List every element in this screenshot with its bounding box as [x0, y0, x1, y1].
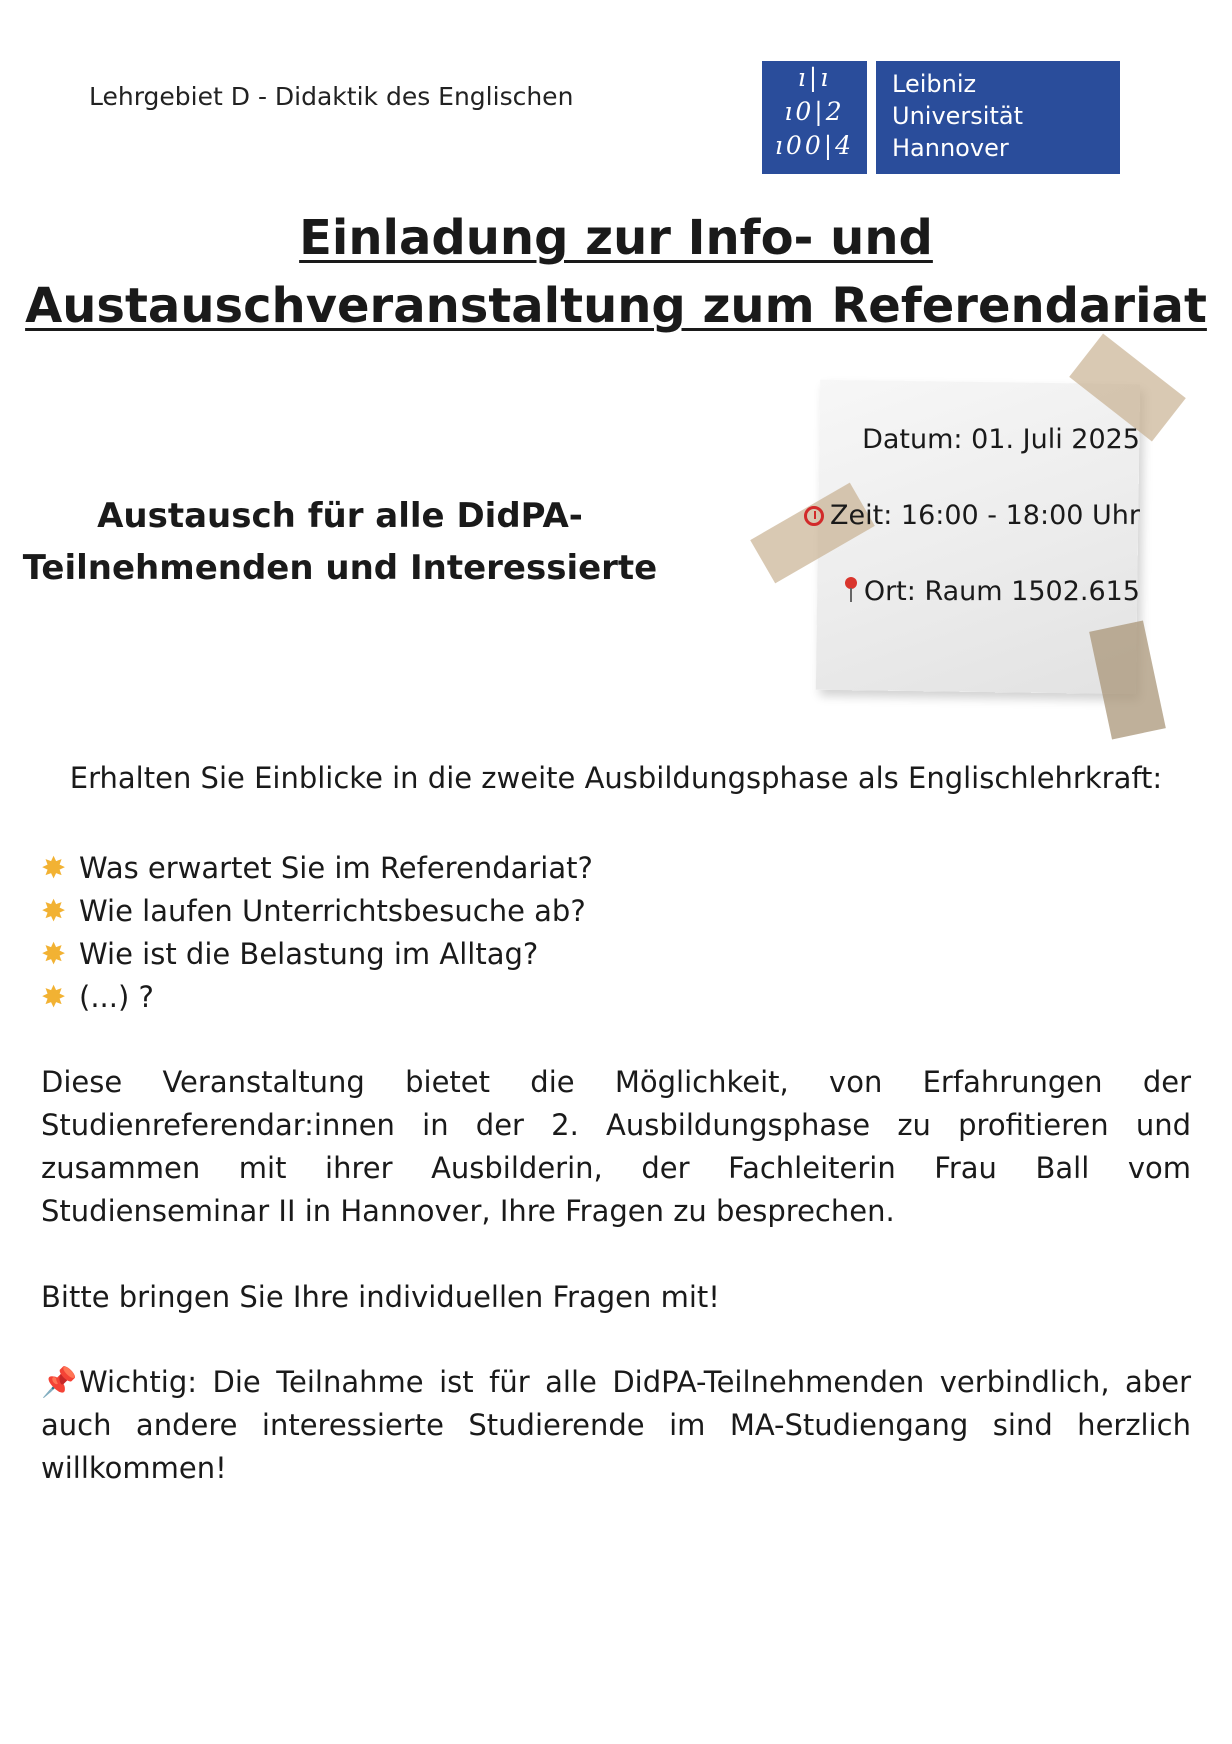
event-place-text: Ort: Raum 1502.615: [863, 576, 1140, 607]
pushpin-icon: 📌: [41, 1365, 78, 1399]
alarm-clock-icon: [804, 506, 824, 526]
event-time-text: Zeit: 16:00 - 18:00 Uhr: [830, 500, 1140, 531]
question-text: (...) ?: [79, 980, 154, 1014]
university-logo: [762, 61, 1120, 174]
star-icon: ✸: [41, 894, 67, 929]
logo-line: Hannover: [892, 134, 1009, 162]
intro-text: Erhalten Sie Einblicke in die zweite Ausbildungsphase als Englischlehrkraft:: [69, 761, 1163, 795]
question-list: [41, 847, 593, 1019]
logo-mark-row: ı00|4: [774, 131, 855, 160]
star-icon: ✸: [41, 851, 67, 886]
page-title-line-2: Austauschveranstaltung zum Referendariat: [25, 278, 1207, 334]
map-pin-icon: [844, 577, 858, 603]
department-label: Lehrgebiet D - Didaktik des Englischen: [89, 82, 574, 111]
important-text: Wichtig: Die Teilnahme ist für alle DidPA-Teilnehmenden verbindlich, aber auch andere interessierte Studierende im MA-Studiengang sind herzlich willkommen!: [41, 1365, 1191, 1485]
question-text: Was erwartet Sie im Referendariat?: [79, 851, 593, 885]
list-item: [41, 933, 593, 976]
tape-strip: [1089, 620, 1166, 739]
bring-questions-paragraph: Bitte bringen Sie Ihre individuellen Fragen mit!: [41, 1280, 720, 1314]
logo-mark-row: ı|ı: [797, 63, 832, 92]
list-item: [41, 847, 593, 890]
event-date: [862, 424, 1140, 455]
logo-mark: [762, 61, 867, 174]
subtitle: Austausch für alle DidPA-Teilnehmenden und Interessierte: [22, 496, 658, 588]
event-place: [844, 576, 1140, 607]
list-item: [41, 976, 593, 1019]
question-text: Wie ist die Belastung im Alltag?: [79, 937, 539, 971]
question-text: Wie laufen Unterrichtsbesuche ab?: [79, 894, 586, 928]
logo-line: Universität: [892, 102, 1023, 130]
logo-wordmark: [876, 61, 1120, 174]
logo-line: Leibniz: [892, 70, 977, 98]
logo-mark-row: ı0|2: [784, 97, 845, 126]
important-paragraph: [41, 1361, 1191, 1490]
list-item: [41, 890, 593, 933]
page-title-line-1: Einladung zur Info- und: [299, 210, 933, 266]
description-paragraph: Diese Veranstaltung bietet die Möglichkeit, von Erfahrungen der Studienreferendar:innen in der 2. Ausbildungsphase zu profitieren und zusammen mit ihrer Ausbilderin, der Fachleiterin Frau Ball vom Studienseminar II in Hannover, Ihre Fragen zu besprechen.: [41, 1065, 1191, 1228]
event-date-text: Datum: 01. Juli 2025: [862, 424, 1140, 455]
star-icon: ✸: [41, 980, 67, 1015]
star-icon: ✸: [41, 937, 67, 972]
event-time: [804, 500, 1140, 531]
